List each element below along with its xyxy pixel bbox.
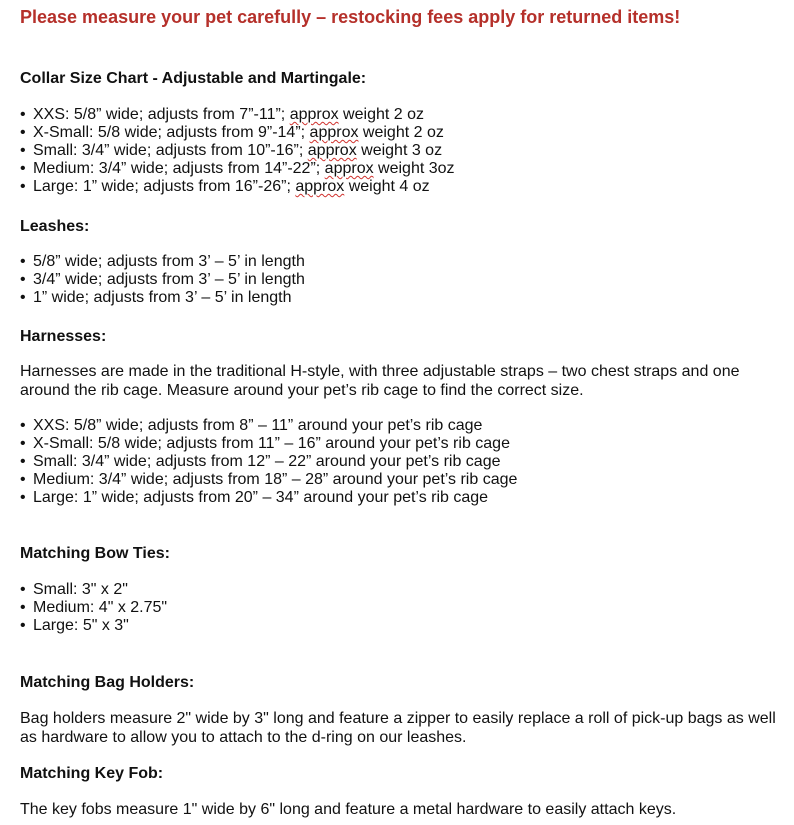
bullet: •: [20, 160, 26, 177]
list-item: • Large: 5" x 3": [20, 617, 129, 634]
list-item: • Small: 3" x 2": [20, 581, 128, 598]
bag-holders-description: Bag holders measure 2" wide by 3" long and feature a zipper to easily replace a roll of pick-up bags as well as hardware to allow you to attach to the d-ring on our leashes.: [20, 710, 776, 746]
list-item: • 3/4” wide; adjusts from 3’ – 5’ in length: [20, 271, 305, 288]
bullet: •: [20, 178, 26, 195]
bullet: •: [20, 289, 26, 306]
bag-holders-heading: Matching Bag Holders:: [20, 674, 195, 691]
bullet: •: [20, 271, 26, 288]
list-item: • XXS: 5/8” wide; adjusts from 7”-11”; approx weight 2 oz: [20, 106, 424, 123]
list-item: • Large: 1” wide; adjusts from 20” – 34” around your pet’s rib cage: [20, 489, 489, 506]
spellcheck-word[interactable]: approx: [309, 124, 359, 141]
collar-heading: Collar Size Chart - Adjustable and Martingale:: [20, 70, 367, 87]
leashes-heading: Leashes:: [20, 218, 90, 235]
key-fob-description: The key fobs measure 1" wide by 6" long and feature a metal hardware to easily attach keys.: [20, 801, 677, 818]
spellcheck-word[interactable]: approx: [295, 178, 345, 195]
list-item: • Medium: 3/4” wide; adjusts from 18” – 28” around your pet’s rib cage: [20, 471, 518, 488]
harnesses-description: Harnesses are made in the traditional H-style, with three adjustable straps – two chest straps and one around the rib cage. Measure around your pet’s rib cage to find the correct size.: [20, 363, 740, 399]
list-item: • X-Small: 5/8 wide; adjusts from 11” – 16” around your pet’s rib cage: [20, 435, 510, 452]
list-item: • Medium: 4" x 2.75": [20, 599, 168, 616]
bullet: •: [20, 453, 26, 470]
bullet: •: [20, 599, 26, 616]
list-item: • Large: 1” wide; adjusts from 16”-26”; approx weight 4 oz: [20, 178, 430, 195]
bullet: •: [20, 417, 26, 434]
leash-size-list: [20, 253, 305, 307]
bullet: •: [20, 106, 26, 123]
spellcheck-word[interactable]: approx: [324, 160, 374, 177]
bow-tie-size-list: [20, 581, 167, 635]
list-item: • 5/8” wide; adjusts from 3’ – 5’ in length: [20, 253, 305, 270]
list-item: • X-Small: 5/8 wide; adjusts from 9”-14”; approx weight 2 oz: [20, 124, 444, 141]
harness-size-list: [20, 417, 517, 507]
bullet: •: [20, 581, 26, 598]
collar-size-list: [20, 106, 455, 196]
list-item: • Small: 3/4” wide; adjusts from 10”-16”; approx weight 3 oz: [20, 142, 443, 159]
spellcheck-word[interactable]: approx: [289, 106, 339, 123]
spellcheck-word[interactable]: approx: [307, 142, 357, 159]
harnesses-heading: Harnesses:: [20, 328, 107, 345]
list-item: • 1” wide; adjusts from 3’ – 5’ in length: [20, 289, 292, 306]
bullet: •: [20, 124, 26, 141]
restocking-warning: Please measure your pet carefully – restocking fees apply for returned items!: [20, 7, 681, 27]
bullet: •: [20, 471, 26, 488]
bullet: •: [20, 489, 26, 506]
key-fob-heading: Matching Key Fob:: [20, 765, 164, 782]
list-item: • Small: 3/4” wide; adjusts from 12” – 22” around your pet’s rib cage: [20, 453, 501, 470]
bullet: •: [20, 253, 26, 270]
bullet: •: [20, 435, 26, 452]
bullet: •: [20, 142, 26, 159]
list-item: • Medium: 3/4” wide; adjusts from 14”-22”; approx weight 3oz: [20, 160, 455, 177]
list-item: • XXS: 5/8” wide; adjusts from 8” – 11” around your pet’s rib cage: [20, 417, 483, 434]
bow-ties-heading: Matching Bow Ties:: [20, 545, 170, 562]
bullet: •: [20, 617, 26, 634]
